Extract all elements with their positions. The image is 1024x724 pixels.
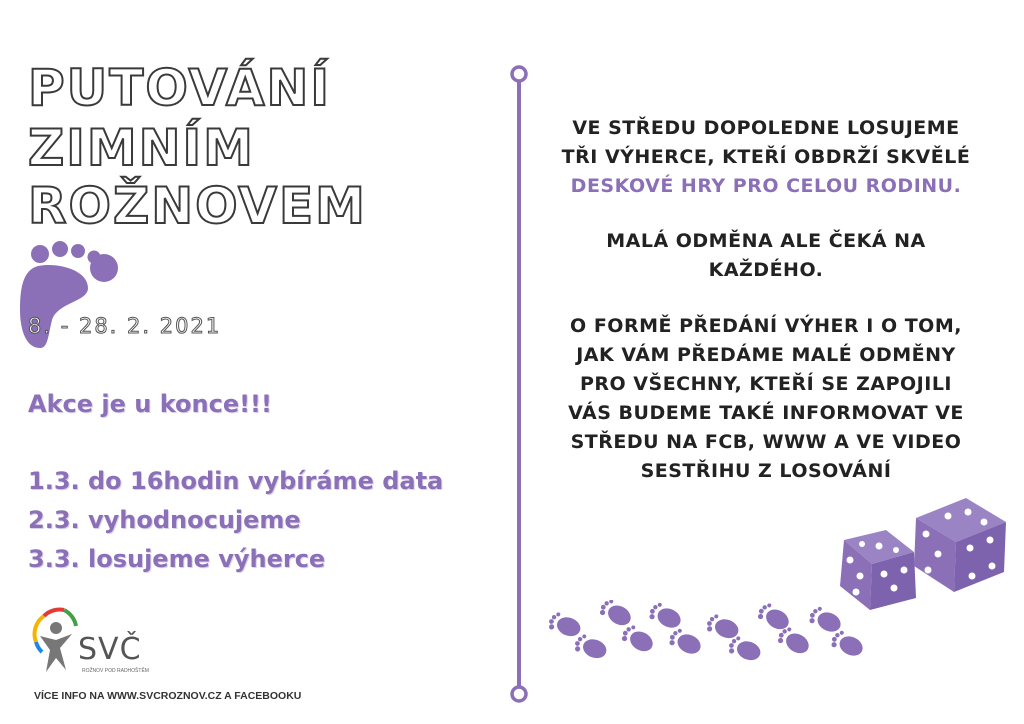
prizes-line-1: VE STŘEDU DOPOLEDNE LOSUJEME bbox=[572, 117, 960, 139]
prizes-line-3: DESKOVÉ HRY PRO CELOU RODINU. bbox=[570, 175, 962, 197]
status-heading: Akce je u konce!!! bbox=[28, 390, 272, 418]
footprints-trail-icon bbox=[546, 600, 866, 670]
dice-icon bbox=[832, 496, 1008, 612]
event-dates: 8. - 28. 2. 2021 bbox=[28, 314, 222, 338]
info-line-2: JAK VÁM PŘEDÁME MALÉ ODMĚNY bbox=[576, 344, 956, 366]
info-line-4: VÁS BUDEME TAKÉ INFORMOVAT VE bbox=[568, 402, 964, 424]
info-line-5: STŘEDU NA FCB, WWW A VE VIDEO bbox=[570, 431, 962, 453]
logo-name: SVČ bbox=[78, 632, 142, 667]
logo-subtitle: ROŽNOV POD RADHOŠTĚM bbox=[82, 668, 149, 674]
divider-line bbox=[508, 64, 530, 704]
paragraph-reward bbox=[540, 227, 992, 285]
reward-line-1: MALÁ ODMĚNA ALE ČEKÁ NA bbox=[606, 230, 926, 252]
info-line-6: SESTŘIHU Z LOSOVÁNÍ bbox=[640, 460, 892, 482]
info-line-1: O FORMĚ PŘEDÁNÍ VÝHER I O TOM, bbox=[570, 315, 962, 337]
step-item-2: 2.3. vyhodnocujeme bbox=[28, 506, 301, 534]
step-item-3: 3.3. losujeme výherce bbox=[28, 545, 326, 573]
footer-info: VÍCE INFO NA WWW.SVCROZNOV.CZ A FACEBOOKU bbox=[34, 690, 302, 702]
title-line-3: ROŽNOVEM bbox=[28, 177, 367, 235]
reward-line-2: KAŽDÉHO. bbox=[708, 259, 824, 281]
prizes-line-2: TŘI VÝHERCE, KTEŘÍ OBDRŽÍ SKVĚLÉ bbox=[561, 146, 971, 168]
info-line-3: PRO VŠECHNY, KTEŘÍ SE ZAPOJILI bbox=[579, 373, 952, 395]
title-line-1: PUTOVÁNÍ bbox=[28, 59, 331, 117]
step-item-1: 1.3. do 16hodin vybíráme data bbox=[28, 467, 444, 495]
paragraph-prizes bbox=[540, 114, 992, 201]
title-line-2: ZIMNÍM bbox=[28, 119, 255, 177]
steps-list bbox=[28, 462, 443, 579]
paragraph-info bbox=[540, 312, 992, 486]
